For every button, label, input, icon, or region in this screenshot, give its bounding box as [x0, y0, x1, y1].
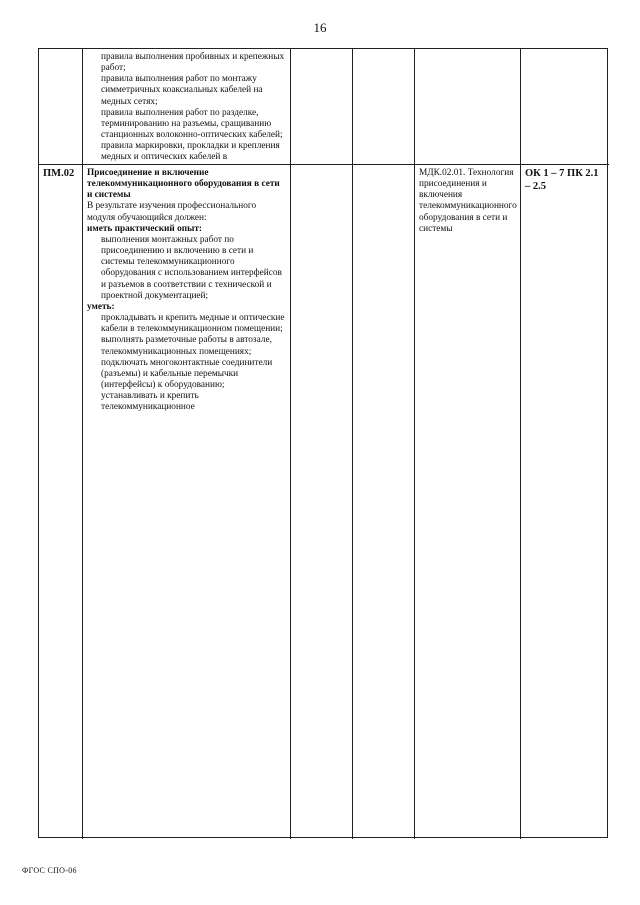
row1-col6-cell: [521, 49, 609, 165]
content-line: выполнения монтажных работ по присоединению и включению в сети и системы телекоммуникационного оборудования с использованием интерфейсов и разъемов в соответствии с технической и проектной документацией;: [101, 234, 282, 301]
content-line: правила выполнения пробивных и крепежных работ;: [101, 52, 285, 74]
row2-content-cell: [83, 165, 291, 839]
row2-competence-cell: ОК 1 – 7 ПК 2.1 – 2.5: [525, 168, 599, 192]
row2-col3-cell: [291, 165, 353, 839]
curriculum-table: [38, 48, 608, 838]
content-line: В результате изучения профессионального модуля обучающийся должен:: [87, 201, 257, 223]
row2-col4-cell: [353, 165, 415, 839]
content-line: прокладывать и крепить медные и оптические кабели в телекоммуникационном помещении;: [101, 313, 285, 335]
content-line: уметь:: [87, 301, 115, 312]
row1-col3-cell: [291, 49, 353, 165]
row2-code-cell: ПМ.02: [39, 165, 83, 839]
row1-content-cell: [83, 49, 291, 165]
content-line: правила маркировки, прокладки и крепления медных и оптических кабелей в: [101, 141, 280, 163]
content-line: Присоединение и включение телекоммуникационного оборудования в сети и системы: [87, 168, 280, 201]
footer-label: ФГОС СПО-06: [22, 866, 77, 875]
content-line: правила выполнения работ по монтажу симметричных коаксиальных кабелей на медных сетях;: [101, 74, 263, 107]
row1-col4-cell: [353, 49, 415, 165]
page-number: 16: [313, 20, 327, 35]
content-line: иметь практический опыт:: [87, 223, 203, 234]
row2-mdk-cell: МДК.02.01. Технология присоединения и включения телекоммуникационного оборудования в сети и системы: [415, 165, 521, 839]
content-line: выполнять разметочные работы в автозале, телекоммуникационных помещениях;: [101, 335, 272, 357]
content-line: устанавливать и крепить телекоммуникационное: [101, 391, 199, 413]
content-line: подключать многоконтактные соединители (разъемы) и кабельные перемычки (интерфейсы) к оборудованию;: [101, 357, 273, 390]
content-line: правила выполнения работ по разделке, терминированию на разъемы, сращиванию станционных волоконно-оптических кабелей;: [101, 107, 283, 141]
row1-code-cell: [39, 49, 83, 165]
row1-col5-cell: [415, 49, 521, 165]
